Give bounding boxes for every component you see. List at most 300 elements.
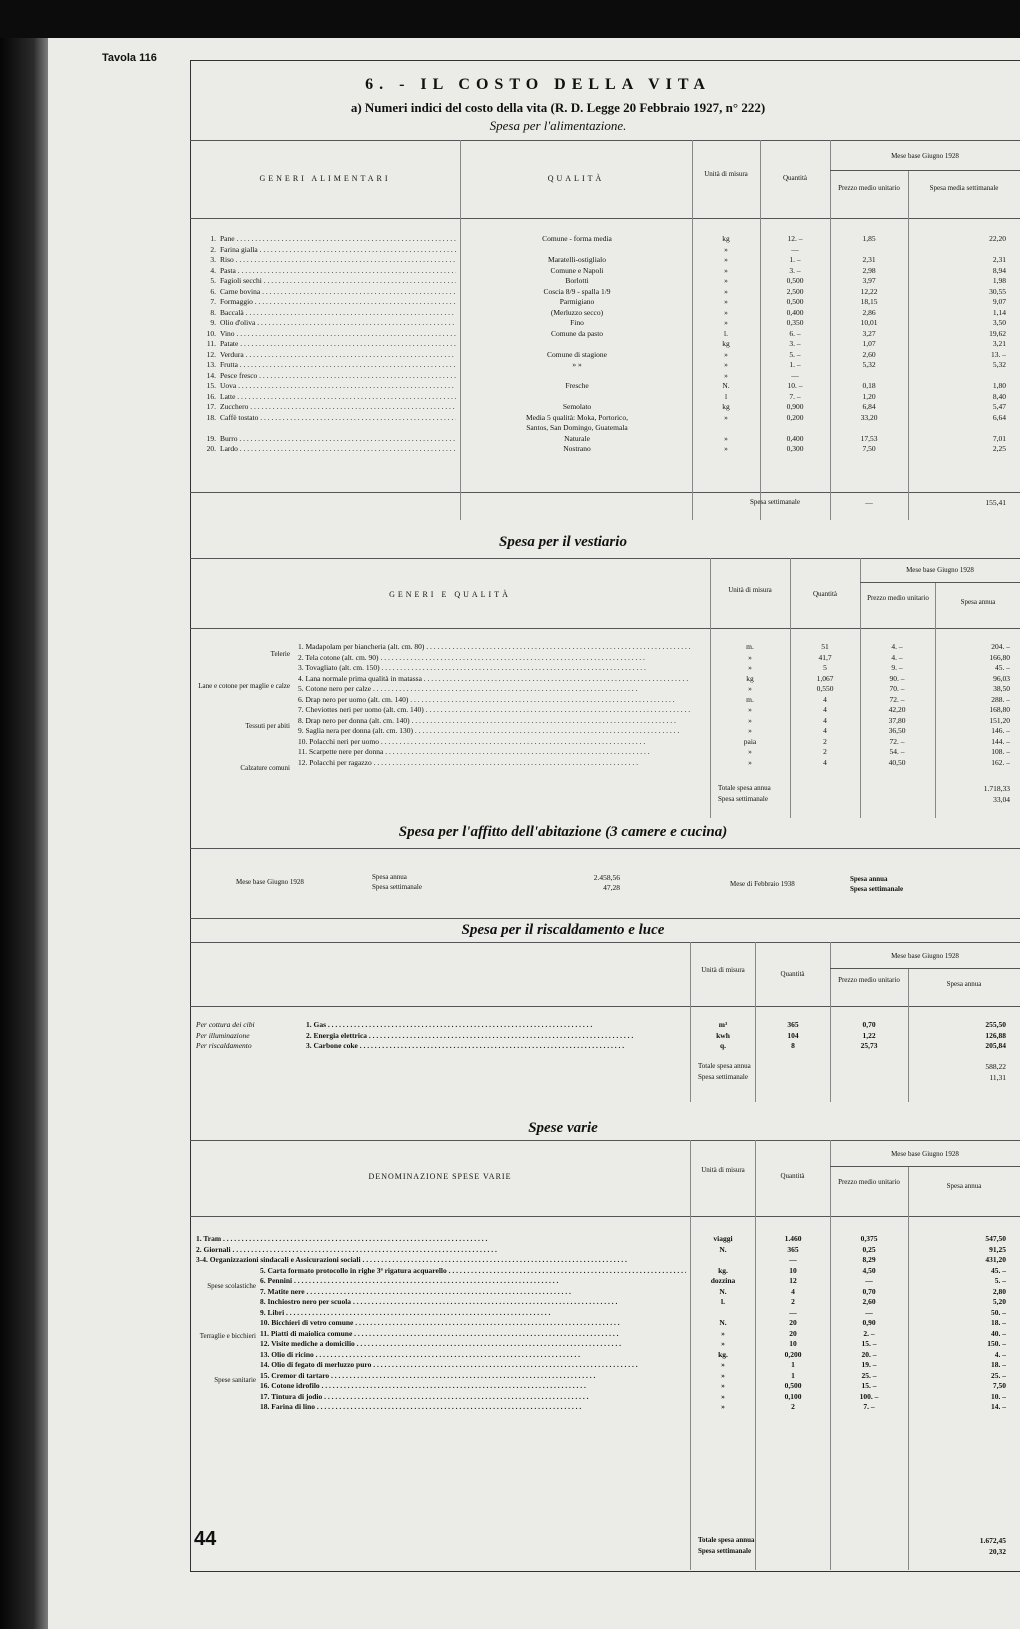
- row-unit: »: [724, 255, 728, 264]
- food-table: [190, 140, 1020, 520]
- row-spend: 19,62: [989, 328, 1006, 338]
- row-unit: »: [724, 360, 728, 369]
- misc-header-unita: Unità di misura: [701, 1166, 745, 1174]
- row-quantity: 365: [787, 1244, 799, 1254]
- row-unit: »: [721, 1381, 725, 1390]
- row-name: 15. Cremor di tartaro . . .: [260, 1371, 686, 1382]
- row-name: 16. Cotone idrofilo . . .: [260, 1381, 686, 1392]
- row-price: 1,22: [862, 1030, 876, 1040]
- row-spend: 5,47: [992, 402, 1006, 411]
- row-name: Lardo . . .: [220, 444, 456, 455]
- clothing-group-tessuti: Tessuti per abiti: [245, 722, 290, 730]
- row-name: 1. Madapolam per biancheria (alt. cm. 80) . . .: [298, 642, 708, 653]
- row-unit: »: [721, 1328, 725, 1338]
- row-price: 0,25: [862, 1244, 876, 1254]
- row-price: 37,80: [888, 715, 906, 725]
- row-price: 2,31: [862, 255, 876, 264]
- table-row: [190, 245, 1020, 256]
- row-quality: Fino: [570, 318, 584, 327]
- food-header-spesa: Spesa media settimanale: [929, 184, 999, 192]
- row-unit: kg: [722, 339, 730, 348]
- row-name: 6. Pennini . . .: [260, 1276, 686, 1287]
- misc-header-prezzo: Prezzo medio unitario: [838, 1178, 900, 1186]
- rent-table: [190, 848, 1020, 918]
- rent-right-item-0-label: Spesa annua: [850, 875, 888, 883]
- row-unit: l: [724, 391, 728, 401]
- row-quantity: 0,400: [786, 433, 804, 443]
- misc-header-spesa: Spesa annua: [946, 1182, 982, 1190]
- row-quantity: 5. –: [789, 349, 801, 359]
- row-quantity: 41,7: [818, 652, 832, 662]
- row-spend: 25. –: [991, 1370, 1006, 1380]
- table-row: [190, 1371, 1020, 1382]
- row-unit: »: [724, 318, 728, 327]
- row-price: 7. –: [863, 1402, 875, 1411]
- row-quantity: 4: [823, 694, 827, 704]
- row-quantity: 0,500: [786, 276, 804, 285]
- row-unit: l.: [721, 1297, 725, 1306]
- row-name: 14. Olio di fegato di merluzzo puro . . .: [260, 1360, 686, 1371]
- row-quantity: 0,200: [784, 1349, 802, 1359]
- row-spend: 151,20: [989, 715, 1010, 725]
- misc-header-mese: Mese base Giugno 1928: [891, 1150, 959, 1158]
- row-spend: 18. –: [991, 1360, 1006, 1369]
- row-name: Caffè tostato . . .: [220, 413, 456, 424]
- row-spend: 126,88: [985, 1030, 1006, 1040]
- table-row: [190, 234, 1020, 245]
- food-total-value: 155,41: [985, 498, 1006, 507]
- row-price: 0,90: [862, 1318, 876, 1327]
- row-price: 40,50: [888, 757, 906, 767]
- food-header-quantita: Quantità: [782, 174, 808, 182]
- row-number: 2.: [210, 244, 216, 254]
- table-row: [190, 1318, 1020, 1329]
- row-name: 9. Libri . . .: [260, 1308, 686, 1319]
- row-spend: 50. –: [991, 1307, 1006, 1317]
- row-unit: »: [724, 297, 728, 306]
- row-spend: 5,20: [992, 1297, 1006, 1306]
- book-spine: [0, 38, 48, 1629]
- clothing-group-lane: Lane e cotone per maglie e calze: [198, 682, 290, 690]
- misc-total-label-1: Spesa settimanale: [698, 1547, 752, 1555]
- table-row: [190, 705, 1020, 716]
- table-row: [190, 297, 1020, 308]
- row-unit: »: [724, 412, 728, 422]
- row-quality: Naturale: [564, 433, 590, 443]
- row-price: 25. –: [861, 1370, 877, 1380]
- row-spend: 2,25: [992, 444, 1006, 453]
- row-number: 14.: [206, 370, 216, 380]
- row-unit: »: [724, 265, 728, 275]
- row-price: 0,375: [860, 1234, 878, 1243]
- table-row: [190, 1020, 1020, 1031]
- row-price: 3,27: [862, 328, 876, 338]
- row-price: 33,20: [860, 412, 878, 422]
- row-unit: »: [748, 757, 752, 767]
- row-quantity: 10. –: [787, 381, 803, 390]
- misc-header-genere: DENOMINAZIONE SPESE VARIE: [368, 1172, 512, 1181]
- row-number: 20.: [206, 444, 216, 453]
- row-use: Per cottura dei cibi: [196, 1020, 255, 1029]
- row-name: Pasta . . .: [220, 266, 456, 277]
- clothing-header-genere: GENERI E QUALITÀ: [389, 590, 511, 599]
- row-unit: »: [724, 276, 728, 285]
- row-price: 1,20: [862, 391, 876, 401]
- plate-label: Tavola 116: [102, 52, 157, 64]
- main-title: 6. - IL COSTO DELLA VITA: [365, 76, 711, 93]
- row-spend: 18. –: [991, 1318, 1006, 1327]
- table-row: [190, 329, 1020, 340]
- row-name: 11. Piatti di maiolica comune . . .: [260, 1329, 686, 1340]
- row-quantity: 12. –: [787, 234, 803, 243]
- table-row: [190, 434, 1020, 445]
- row-name: Fagioli secchi . . .: [220, 276, 456, 287]
- row-name: 10. Bicchieri di vetro comune . . .: [260, 1318, 686, 1329]
- row-price: 12,22: [860, 286, 878, 296]
- table-row: [190, 684, 1020, 695]
- row-name: 2. Energia elettrica . . .: [306, 1031, 686, 1042]
- row-price: 72. –: [889, 694, 905, 704]
- row-name: 13. Olio di ricino . . .: [260, 1350, 686, 1361]
- row-quantity: 0,300: [786, 444, 804, 453]
- table-row: [190, 1381, 1020, 1392]
- row-price: 2,60: [862, 1297, 876, 1306]
- row-quality: Semolato: [562, 402, 592, 411]
- row-unit: »: [724, 444, 728, 453]
- row-unit: »: [748, 652, 752, 662]
- row-price: 6,84: [862, 402, 876, 411]
- row-unit: N.: [719, 1318, 727, 1327]
- row-unit: »: [724, 307, 728, 317]
- row-quantity: 1: [791, 1370, 795, 1380]
- heating-total-value-1: 11,31: [989, 1073, 1006, 1082]
- row-name: 17. Tintura di jodio . . .: [260, 1392, 686, 1403]
- table-row: [190, 1031, 1020, 1042]
- rent-left-item-1-label: Spesa settimanale: [372, 883, 422, 891]
- clothing-total-value-0: 1.718,33: [983, 784, 1010, 793]
- row-name: Frutta . . .: [220, 360, 456, 371]
- row-quantity: 51: [821, 642, 829, 651]
- row-price: 4,50: [862, 1265, 876, 1275]
- row-quality: Comune di stagione: [547, 349, 607, 359]
- heating-total-label-0: Totale spesa annua: [698, 1062, 751, 1070]
- row-spend: 2,31: [992, 255, 1006, 264]
- row-number: 19.: [206, 433, 216, 443]
- row-spend: 2,80: [992, 1286, 1006, 1296]
- row-quantity: 10: [789, 1265, 797, 1275]
- row-unit: »: [721, 1391, 725, 1401]
- row-name: 18. Farina di lino . . .: [260, 1402, 686, 1413]
- row-quantity: 10: [789, 1339, 797, 1348]
- row-number: 10.: [206, 328, 216, 338]
- row-price: 0,70: [862, 1286, 876, 1296]
- row-name: 7. Matite nere . . .: [260, 1287, 686, 1298]
- row-quantity: 365: [787, 1020, 799, 1029]
- row-price: 7,50: [862, 444, 876, 453]
- food-header-prezzo: Prezzo medio unitario: [838, 184, 900, 192]
- row-name: 10. Polacchi neri per uomo . . .: [298, 737, 708, 748]
- table-row: [190, 726, 1020, 737]
- table-row: [190, 308, 1020, 319]
- misc-header-quantita: Quantità: [780, 1172, 805, 1180]
- row-price: 20. –: [861, 1349, 877, 1359]
- row-name: Patate . . .: [220, 339, 456, 350]
- row-quantity: 0,350: [786, 318, 804, 327]
- row-spend: 547,50: [985, 1234, 1006, 1243]
- row-quantity: 2: [791, 1297, 795, 1306]
- table-row: [190, 266, 1020, 277]
- row-price: 0,18: [862, 381, 876, 390]
- row-number: 18.: [206, 412, 216, 422]
- clothing-header-mese: Mese base Giugno 1928: [906, 566, 974, 574]
- row-number: 9.: [210, 318, 216, 327]
- heating-header-quantita: Quantità: [780, 970, 805, 978]
- table-row: [190, 381, 1020, 392]
- row-unit: »: [748, 715, 752, 725]
- row-spend: 168,80: [989, 705, 1010, 714]
- row-quantity: 0,900: [786, 402, 804, 411]
- row-quality: Santos, San Domingo, Guatemala: [526, 423, 628, 432]
- row-quality: Comune da pasto: [550, 328, 604, 338]
- row-price: 17,53: [860, 433, 878, 443]
- row-name: Zucchero . . .: [220, 402, 456, 413]
- row-unit: l.: [724, 328, 728, 338]
- row-unit: »: [721, 1339, 725, 1348]
- row-unit: »: [724, 286, 728, 296]
- row-quantity: 0,100: [784, 1391, 802, 1401]
- rent-left-item-1-value: 47,28: [603, 883, 620, 892]
- table-row: [190, 737, 1020, 748]
- row-price: 36,50: [888, 726, 906, 735]
- food-header-qualita: QUALITÀ: [547, 174, 605, 183]
- row-price: 15. –: [861, 1381, 877, 1390]
- clothing-table: [190, 558, 1020, 818]
- row-quantity: 4: [823, 726, 827, 735]
- row-quality: Fresche: [565, 381, 589, 390]
- row-unit: N.: [719, 1244, 727, 1254]
- row-spend: 91,25: [989, 1244, 1006, 1254]
- table-row: [190, 1266, 1020, 1277]
- row-name: 12. Polacchi per ragazzo . . .: [298, 758, 708, 769]
- row-name: 12. Visite mediche a domicilio . . .: [260, 1339, 686, 1350]
- row-quantity: 6. –: [789, 328, 801, 338]
- row-name: Baccalà . . .: [220, 308, 456, 319]
- table-row: [190, 423, 1020, 434]
- row-unit: »: [721, 1360, 725, 1369]
- row-name: Uova . . .: [220, 381, 456, 392]
- row-price: 54. –: [889, 747, 905, 756]
- heating-total-label-1: Spesa settimanale: [698, 1073, 748, 1081]
- table-row: [190, 1402, 1020, 1413]
- misc-table: [190, 1140, 1020, 1570]
- row-quantity: 0,400: [786, 307, 804, 317]
- row-quality: Parmigiano: [559, 297, 595, 306]
- row-name: 3. Carbone coke . . .: [306, 1041, 686, 1052]
- row-spend: 7,50: [992, 1381, 1006, 1390]
- table-row: [190, 653, 1020, 664]
- row-quantity: —: [791, 370, 799, 380]
- heating-total-value-0: 588,22: [985, 1062, 1006, 1071]
- row-number: 5.: [210, 276, 216, 285]
- row-unit: »: [724, 244, 728, 254]
- row-spend: 45. –: [991, 1265, 1006, 1275]
- rent-left-label: Mese base Giugno 1928: [236, 878, 304, 886]
- row-name: Formaggio . . .: [220, 297, 456, 308]
- row-price: 18,15: [860, 297, 878, 306]
- table-row: [190, 1276, 1020, 1287]
- row-quantity: 104: [787, 1030, 799, 1040]
- row-spend: 1,98: [992, 276, 1006, 285]
- row-name: 6. Drap nero per uomo (alt. cm. 140) . . .: [298, 695, 708, 706]
- scan-top-border: [0, 0, 1020, 38]
- row-number: 12.: [206, 349, 216, 359]
- misc-group-terraglie: Terraglie e bicchieri: [199, 1332, 256, 1340]
- row-price: 90. –: [889, 673, 905, 683]
- table-row: [190, 255, 1020, 266]
- row-unit: m.: [746, 694, 754, 704]
- heating-header-prezzo: Prezzo medio unitario: [838, 976, 900, 984]
- row-quantity: 2,500: [786, 286, 804, 296]
- row-name: 7. Cheviottes neri per uomo (alt. cm. 140) . . .: [298, 705, 708, 716]
- clothing-header-quantita: Quantità: [812, 590, 838, 598]
- misc-total-value-1: 20,32: [989, 1547, 1006, 1556]
- table-row: [190, 287, 1020, 298]
- table-row: [190, 276, 1020, 287]
- row-quantity: 4: [823, 757, 827, 767]
- row-quantity: 2: [823, 736, 827, 746]
- row-unit: paia: [743, 736, 757, 746]
- row-spend: 1,14: [992, 307, 1006, 317]
- row-quantity: 4: [791, 1286, 795, 1296]
- clothing-section-title: Spesa per il vestiario: [499, 534, 627, 550]
- table-row: [190, 758, 1020, 769]
- row-unit: »: [724, 370, 728, 380]
- clothing-total-value-1: 33,04: [993, 795, 1010, 804]
- table-row: [190, 747, 1020, 758]
- row-name: Latte . . .: [220, 392, 456, 403]
- row-spend: 9,07: [992, 297, 1006, 306]
- row-price: 70. –: [889, 684, 905, 693]
- row-quantity: 1.460: [784, 1234, 802, 1243]
- table-row: [190, 413, 1020, 424]
- row-number: 16.: [206, 391, 216, 401]
- misc-total-label-0: Totale spesa annua: [698, 1536, 755, 1544]
- row-name: 5. Cotone nero per calze . . .: [298, 684, 708, 695]
- row-name: 5. Carta formato protocollo in righe 3ª rigatura acquarello . . .: [260, 1266, 686, 1277]
- row-name: 9. Saglia nera per donna (alt. cm. 130) . . .: [298, 726, 708, 737]
- table-row: [190, 1339, 1020, 1350]
- row-quantity: 20: [789, 1318, 797, 1327]
- row-use: Per illuminazione: [196, 1030, 250, 1040]
- rent-right-item-1-label: Spesa settimanale: [850, 885, 904, 893]
- row-price: 4. –: [891, 652, 903, 662]
- row-unit: kg: [722, 234, 730, 243]
- row-name: 2. Tela cotone (alt. cm. 90) . . .: [298, 653, 708, 664]
- heating-header-mese: Mese base Giugno 1928: [891, 952, 959, 960]
- row-unit: kg: [722, 402, 730, 411]
- row-spend: 5. –: [994, 1276, 1006, 1285]
- row-quantity: 1,067: [816, 673, 834, 683]
- row-name: 8. Drap nero per donna (alt. cm. 140) . . .: [298, 716, 708, 727]
- food-total-label: Spesa settimanale: [750, 498, 800, 506]
- row-quantity: 3. –: [789, 265, 801, 275]
- row-spend: 22,20: [989, 234, 1006, 243]
- table-row: [190, 1350, 1020, 1361]
- row-quantity: 0,550: [816, 684, 834, 693]
- table-row: [190, 350, 1020, 361]
- table-row: [190, 674, 1020, 685]
- row-price: 100. –: [859, 1391, 879, 1401]
- row-quantity: 7. –: [789, 391, 801, 401]
- row-price: 2. –: [863, 1328, 875, 1338]
- row-spend: 146. –: [991, 726, 1010, 735]
- row-quality: Media 5 qualità: Moka, Portorico,: [525, 412, 629, 422]
- subtitle: a) Numeri indici del costo della vita (R. D. Legge 20 Febbraio 1927, n° 222): [350, 100, 766, 115]
- heating-section-title: Spesa per il riscaldamento e luce: [461, 922, 665, 938]
- row-quality: Comune - forma media: [542, 234, 612, 243]
- row-price: 2,60: [862, 349, 876, 359]
- row-price: 72. –: [889, 736, 905, 746]
- food-header-genere: GENERI ALIMENTARI: [259, 174, 391, 183]
- row-spend: 144. –: [991, 736, 1010, 746]
- row-spend: 3,21: [992, 339, 1006, 348]
- row-unit: »: [748, 747, 752, 756]
- row-quantity: 4: [823, 705, 827, 714]
- row-spend: 7,01: [992, 433, 1006, 443]
- row-price: 8,29: [862, 1255, 876, 1264]
- page-number: 44: [194, 1528, 217, 1550]
- row-spend: 431,20: [985, 1255, 1006, 1264]
- row-unit: m.: [746, 642, 754, 651]
- row-price: —: [865, 1307, 873, 1317]
- row-quantity: 12: [789, 1276, 797, 1285]
- row-quality: Maratelli-ostiglialo: [548, 255, 606, 264]
- food-total-price: —: [865, 498, 873, 507]
- row-spend: 108. –: [991, 747, 1010, 756]
- table-row: [190, 1234, 1020, 1245]
- row-price: 19. –: [861, 1360, 877, 1369]
- row-name: 8. Inchiostro nero per scuola . . .: [260, 1297, 686, 1308]
- row-number: 11.: [206, 339, 216, 348]
- row-name: 4. Lana normale prima qualità in matassa . . .: [298, 674, 708, 685]
- clothing-header-unita: Unità di misura: [728, 586, 772, 594]
- row-spend: 3,50: [992, 318, 1006, 327]
- table-row: [190, 1360, 1020, 1371]
- row-price: 42,20: [888, 705, 906, 714]
- food-section-title: Spesa per l'alimentazione.: [489, 118, 627, 133]
- row-price: 1,07: [862, 339, 876, 348]
- row-name: Vino . . .: [220, 329, 456, 340]
- row-spend: 166,80: [989, 652, 1010, 662]
- row-spend: 5,32: [992, 360, 1006, 369]
- heating-header-unita: Unità di misura: [701, 966, 745, 974]
- row-quality: (Merluzzo secco): [550, 307, 604, 317]
- table-row: [190, 360, 1020, 371]
- row-name: 2. Giornali . . .: [196, 1245, 686, 1256]
- row-spend: 150. –: [987, 1339, 1006, 1348]
- table-row: [190, 339, 1020, 350]
- row-quantity: 0,500: [786, 297, 804, 306]
- table-row: [190, 1287, 1020, 1298]
- row-unit: »: [724, 349, 728, 359]
- row-spend: 40. –: [991, 1328, 1006, 1338]
- row-price: 2,86: [862, 307, 876, 317]
- row-number: 1.: [210, 234, 216, 243]
- misc-group-sanitarie: Spese sanitarie: [214, 1376, 256, 1384]
- table-row: [190, 444, 1020, 455]
- clothing-total-label-0: Totale spesa annua: [718, 784, 771, 792]
- row-name: Olio d'oliva . . .: [220, 318, 456, 329]
